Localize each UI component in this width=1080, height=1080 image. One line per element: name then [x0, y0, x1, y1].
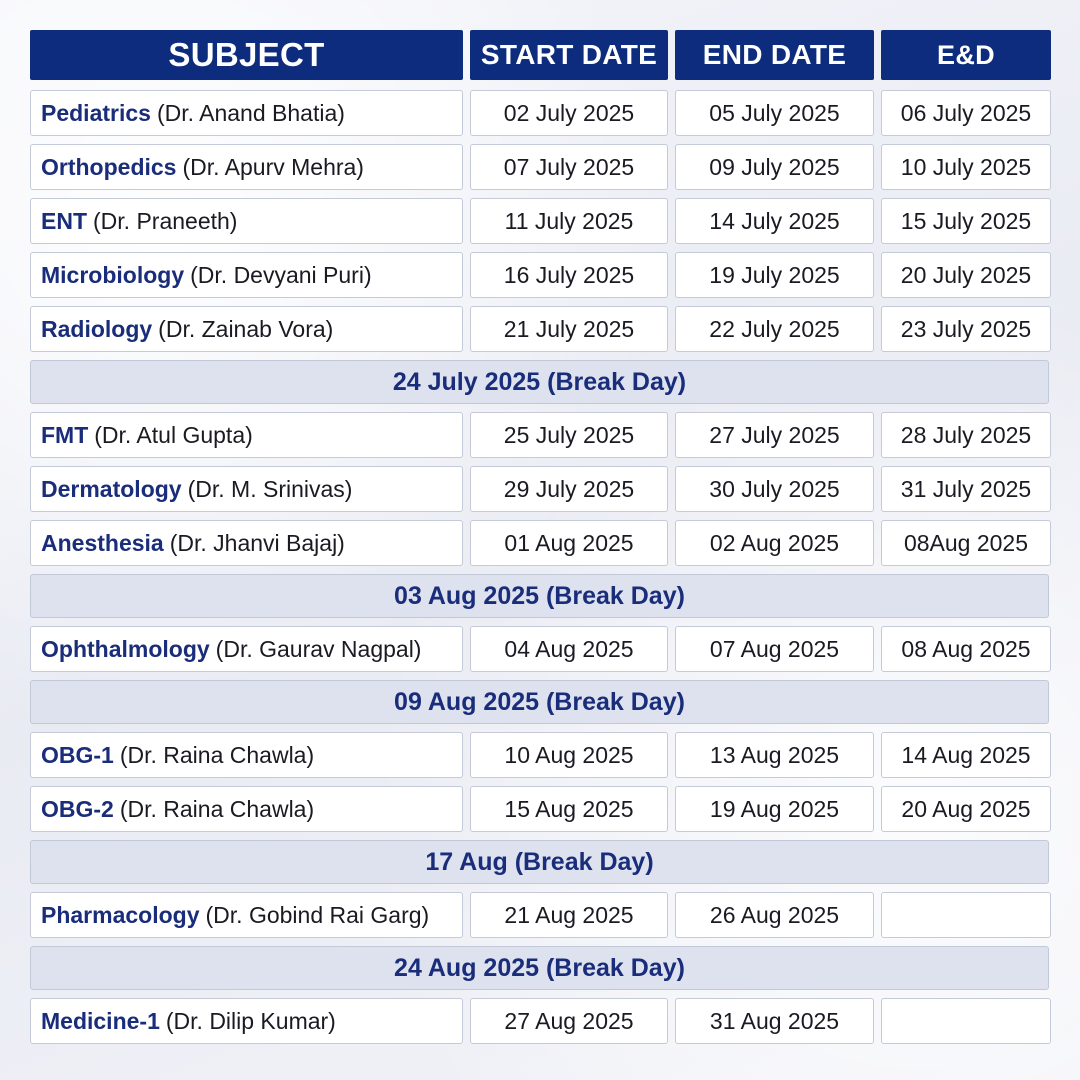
break-day-row: 03 Aug 2025 (Break Day) — [30, 574, 1049, 618]
subject-name: Dermatology — [41, 475, 182, 502]
subject-cell — [30, 144, 463, 190]
doctor-name: (Dr. Anand Bhatia) — [156, 99, 345, 126]
end-date-cell: 19 July 2025 — [675, 252, 874, 298]
subject-cell — [30, 412, 463, 458]
header-row — [30, 30, 1052, 80]
start-date-cell: 21 July 2025 — [470, 306, 668, 352]
doctor-name: (Dr. Zainab Vora) — [158, 315, 334, 342]
subject-cell — [30, 786, 463, 832]
table-row — [30, 626, 1052, 672]
end-date-cell: 02 Aug 2025 — [675, 520, 874, 566]
break-day-row: 24 July 2025 (Break Day) — [30, 360, 1049, 404]
start-date-cell: 27 Aug 2025 — [470, 998, 668, 1044]
ed-date-cell: 23 July 2025 — [881, 306, 1051, 352]
start-date-cell: 10 Aug 2025 — [470, 732, 668, 778]
ed-date-cell — [881, 892, 1051, 938]
end-date-cell: 31 Aug 2025 — [675, 998, 874, 1044]
ed-date-cell: 10 July 2025 — [881, 144, 1051, 190]
header-start-date: START DATE — [470, 30, 668, 80]
header-subject: SUBJECT — [30, 30, 463, 80]
ed-date-cell: 20 July 2025 — [881, 252, 1051, 298]
break-day-row: 24 Aug 2025 (Break Day) — [30, 946, 1049, 990]
end-date-cell: 30 July 2025 — [675, 466, 874, 512]
ed-date-cell: 20 Aug 2025 — [881, 786, 1051, 832]
break-day-row: 09 Aug 2025 (Break Day) — [30, 680, 1049, 724]
end-date-cell: 26 Aug 2025 — [675, 892, 874, 938]
end-date-cell: 27 July 2025 — [675, 412, 874, 458]
doctor-name: (Dr. Dilip Kumar) — [165, 1007, 336, 1034]
end-date-cell: 13 Aug 2025 — [675, 732, 874, 778]
header-ed: E&D — [881, 30, 1051, 80]
start-date-cell: 02 July 2025 — [470, 90, 668, 136]
subject-name: Medicine-1 — [41, 1007, 160, 1034]
subject-name: OBG-1 — [41, 741, 114, 768]
ed-date-cell: 06 July 2025 — [881, 90, 1051, 136]
end-date-cell: 22 July 2025 — [675, 306, 874, 352]
ed-date-cell — [881, 998, 1051, 1044]
doctor-name: (Dr. Atul Gupta) — [94, 421, 253, 448]
end-date-cell: 09 July 2025 — [675, 144, 874, 190]
ed-date-cell: 08Aug 2025 — [881, 520, 1051, 566]
header-end-date: END DATE — [675, 30, 874, 80]
subject-name: Pharmacology — [41, 901, 200, 928]
table-row — [30, 732, 1052, 778]
doctor-name: (Dr. Gaurav Nagpal) — [215, 635, 422, 662]
doctor-name: (Dr. Gobind Rai Garg) — [205, 901, 430, 928]
table-row — [30, 252, 1052, 298]
end-date-cell: 07 Aug 2025 — [675, 626, 874, 672]
subject-cell — [30, 892, 463, 938]
table-row — [30, 412, 1052, 458]
subject-cell — [30, 252, 463, 298]
ed-date-cell: 28 July 2025 — [881, 412, 1051, 458]
doctor-name: (Dr. Apurv Mehra) — [182, 153, 364, 180]
ed-date-cell: 08 Aug 2025 — [881, 626, 1051, 672]
doctor-name: (Dr. Raina Chawla) — [119, 795, 315, 822]
start-date-cell: 16 July 2025 — [470, 252, 668, 298]
start-date-cell: 01 Aug 2025 — [470, 520, 668, 566]
start-date-cell: 04 Aug 2025 — [470, 626, 668, 672]
subject-name: Microbiology — [41, 261, 185, 288]
subject-name: ENT — [41, 207, 87, 234]
doctor-name: (Dr. M. Srinivas) — [187, 475, 353, 502]
subject-name: Ophthalmology — [41, 635, 210, 662]
schedule-rows — [30, 90, 1052, 1044]
start-date-cell: 07 July 2025 — [470, 144, 668, 190]
table-row — [30, 198, 1052, 244]
ed-date-cell: 31 July 2025 — [881, 466, 1051, 512]
ed-date-cell: 15 July 2025 — [881, 198, 1051, 244]
ed-date-cell: 14 Aug 2025 — [881, 732, 1051, 778]
subject-cell — [30, 306, 463, 352]
subject-name: FMT — [41, 421, 89, 448]
subject-name: Radiology — [41, 315, 153, 342]
end-date-cell: 14 July 2025 — [675, 198, 874, 244]
subject-cell — [30, 466, 463, 512]
table-row — [30, 90, 1052, 136]
doctor-name: (Dr. Devyani Puri) — [190, 261, 372, 288]
start-date-cell: 15 Aug 2025 — [470, 786, 668, 832]
subject-name: OBG-2 — [41, 795, 114, 822]
start-date-cell: 21 Aug 2025 — [470, 892, 668, 938]
subject-name: Pediatrics — [41, 99, 151, 126]
end-date-cell: 19 Aug 2025 — [675, 786, 874, 832]
subject-cell — [30, 520, 463, 566]
subject-name: Orthopedics — [41, 153, 177, 180]
break-day-row: 17 Aug (Break Day) — [30, 840, 1049, 884]
schedule-table — [30, 30, 1052, 1052]
subject-cell — [30, 732, 463, 778]
table-row — [30, 144, 1052, 190]
doctor-name: (Dr. Praneeth) — [93, 207, 238, 234]
table-row — [30, 520, 1052, 566]
subject-cell — [30, 626, 463, 672]
start-date-cell: 11 July 2025 — [470, 198, 668, 244]
start-date-cell: 25 July 2025 — [470, 412, 668, 458]
start-date-cell: 29 July 2025 — [470, 466, 668, 512]
end-date-cell: 05 July 2025 — [675, 90, 874, 136]
table-row — [30, 998, 1052, 1044]
doctor-name: (Dr. Jhanvi Bajaj) — [169, 529, 345, 556]
subject-cell — [30, 90, 463, 136]
table-row — [30, 786, 1052, 832]
doctor-name: (Dr. Raina Chawla) — [119, 741, 315, 768]
table-row — [30, 892, 1052, 938]
subject-name: Anesthesia — [41, 529, 164, 556]
table-row — [30, 306, 1052, 352]
subject-cell — [30, 998, 463, 1044]
table-row — [30, 466, 1052, 512]
subject-cell — [30, 198, 463, 244]
